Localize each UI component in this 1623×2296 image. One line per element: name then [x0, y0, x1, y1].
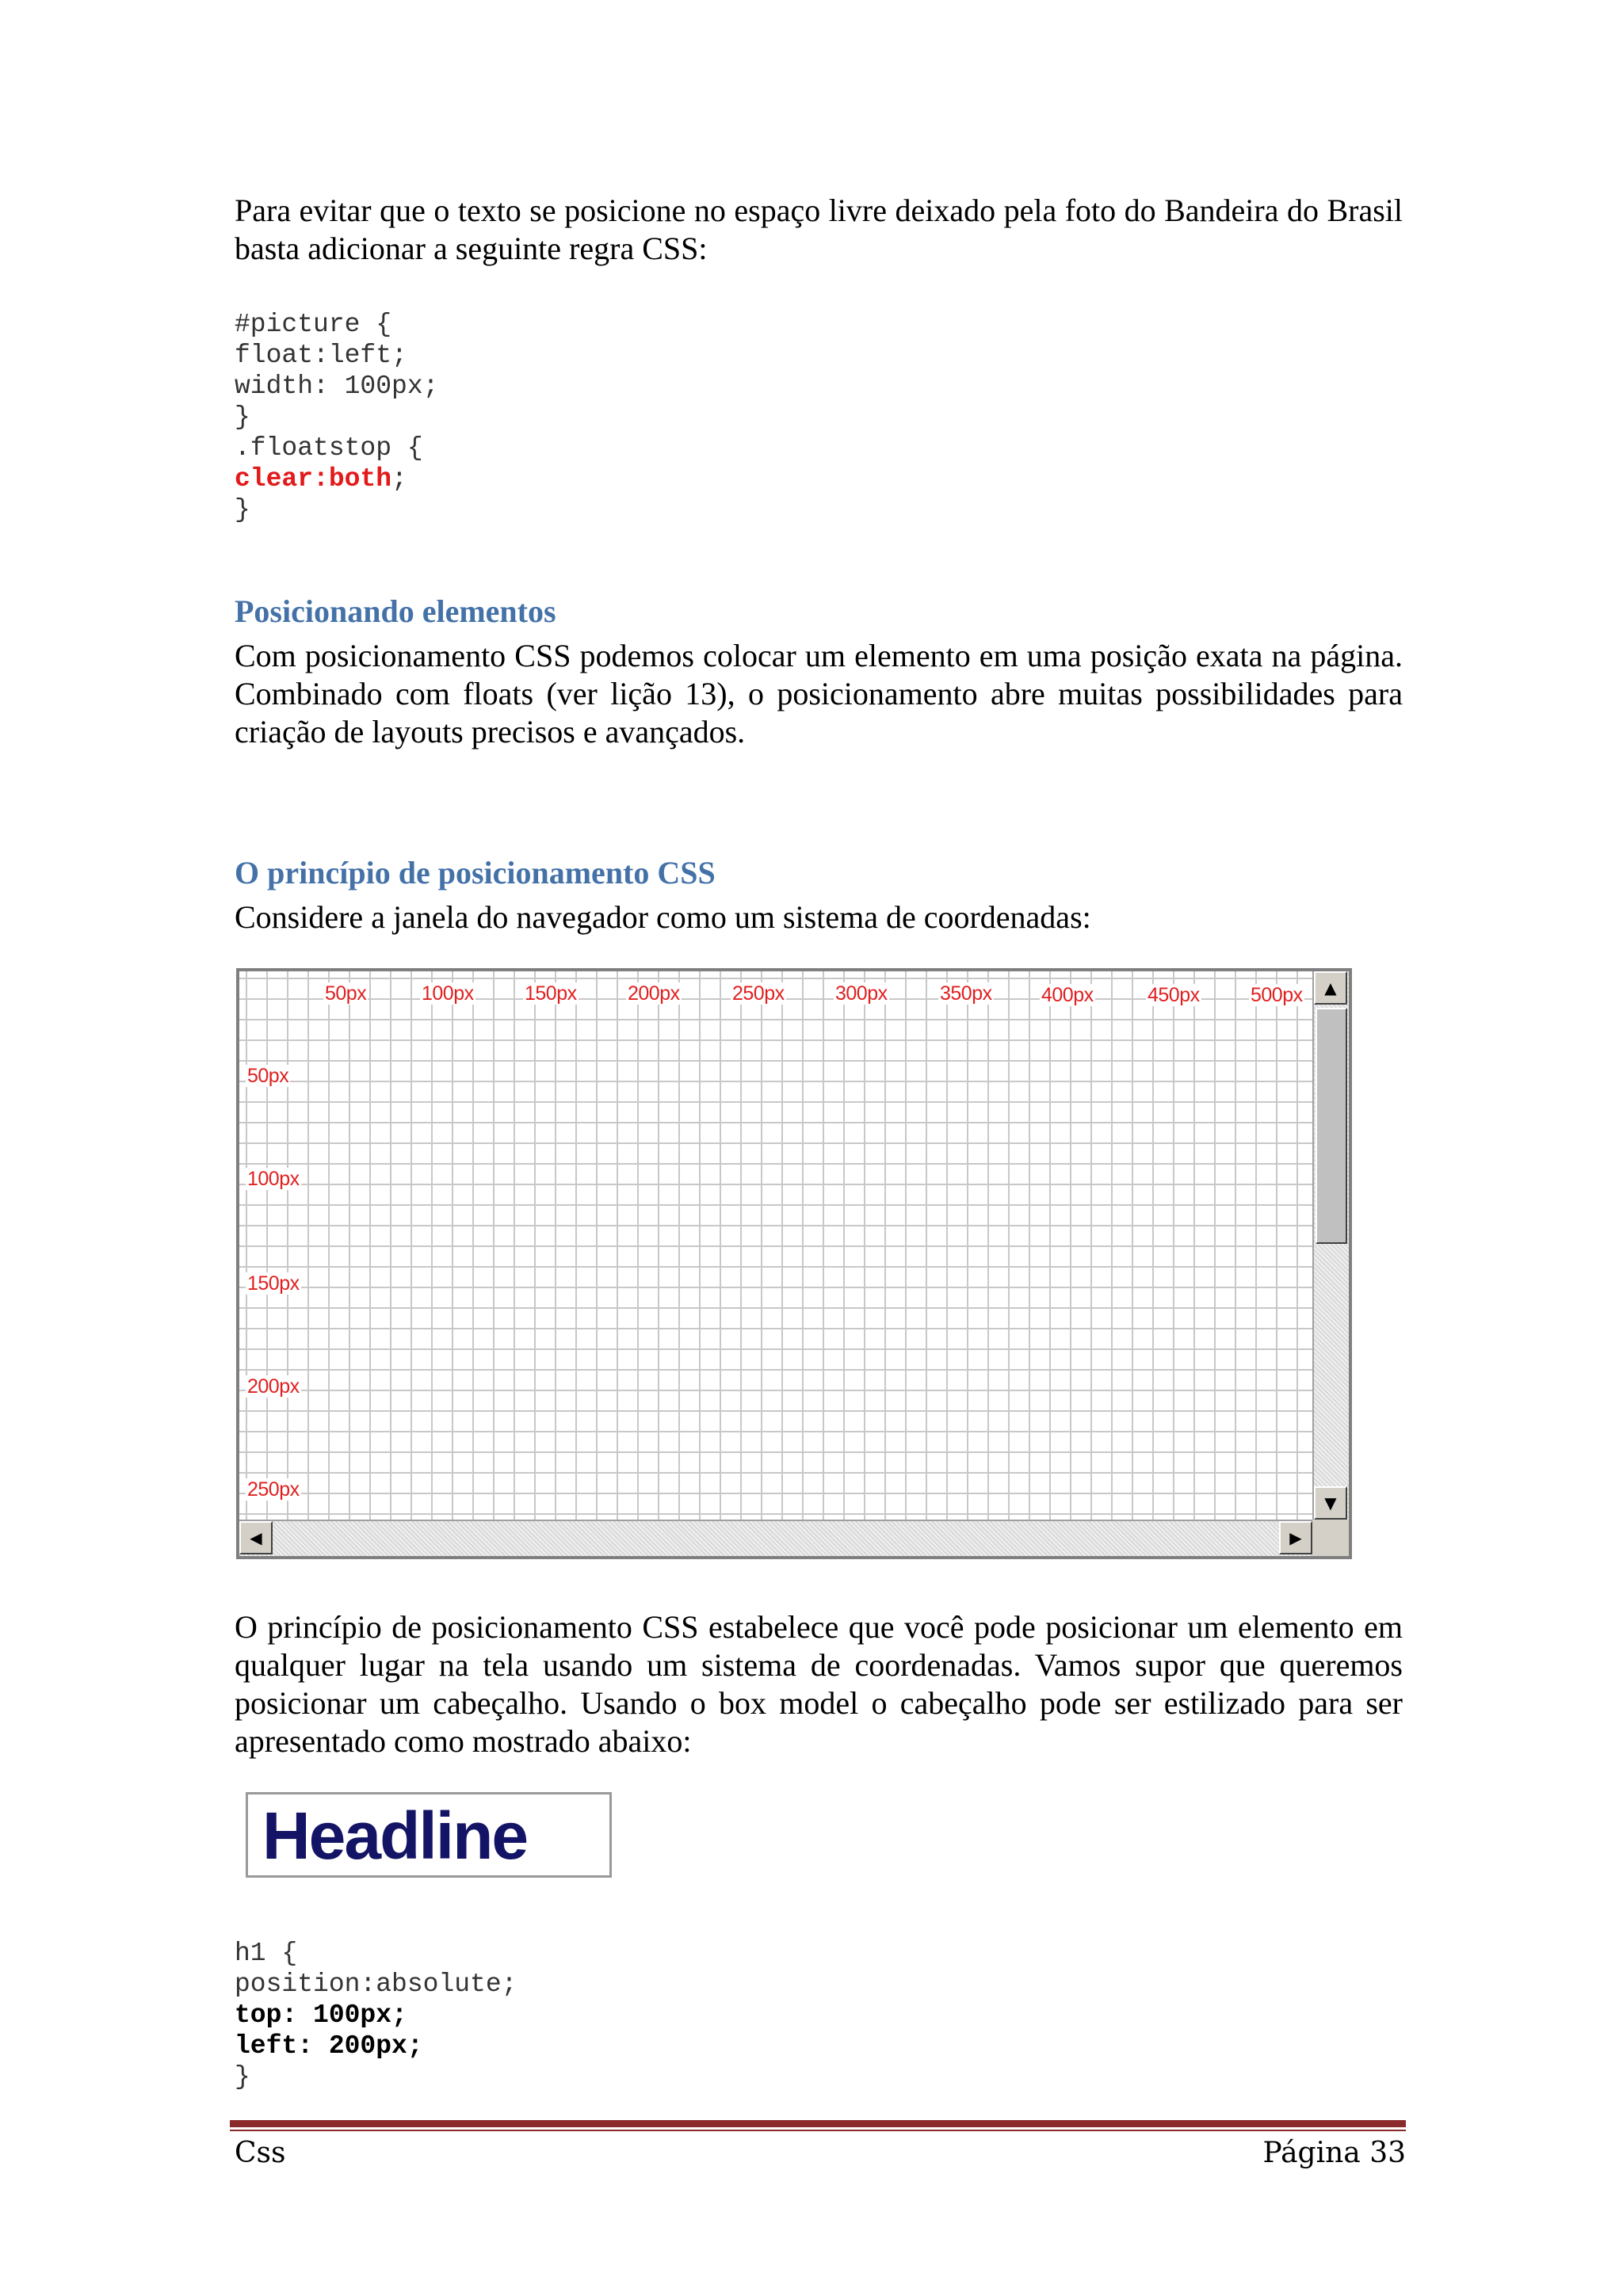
y-axis-label: 50px [247, 1065, 289, 1087]
section-paragraph-coordenadas: Considere a janela do navegador como um sistema de coordenadas: [235, 899, 1091, 935]
footer-rule-thin [230, 2130, 1406, 2131]
section-heading-posicionando: Posicionando elementos [235, 593, 556, 629]
section-paragraph-posicionando: Com posicionamento CSS podemos colocar um elemento em uma posição exata na página. Combinado com floats (ver lição 13), o posicionamento abre muitas possibilidades para criação de layouts precisos e avançados. [235, 638, 1403, 749]
headline-example-text: Headline [262, 1798, 528, 1873]
page-number: Página 33 [1262, 2137, 1406, 2169]
code-line: float:left; [235, 341, 407, 370]
x-axis-label: 500px [1251, 984, 1303, 1006]
scroll-up-icon[interactable]: ▲ [1314, 971, 1347, 1005]
vertical-scrollbar[interactable] [1312, 971, 1349, 1520]
code-line: #picture { [235, 310, 392, 339]
scroll-down-icon[interactable]: ▼ [1314, 1486, 1347, 1520]
x-axis-label: 300px [835, 982, 888, 1005]
footer-rule [230, 2120, 1406, 2127]
horizontal-scrollbar[interactable] [239, 1520, 1312, 1556]
code-line: } [235, 2062, 250, 2092]
x-axis-label: 50px [325, 982, 367, 1005]
code-line-left: left: 200px; [235, 2031, 423, 2061]
scroll-left-icon[interactable]: ◀ [239, 1521, 273, 1554]
clear-both-rule: clear:both [235, 464, 392, 494]
x-axis-label: 100px [422, 982, 474, 1005]
footer-left-text: Css [235, 2137, 286, 2169]
coordinate-grid-figure [236, 968, 1352, 1559]
code-line-top: top: 100px; [235, 2000, 407, 2030]
code-line: width: 100px; [235, 372, 439, 401]
scroll-right-icon[interactable]: ▶ [1279, 1521, 1312, 1554]
section-heading-principio: O princípio de posicionamento CSS [235, 855, 716, 891]
principle-paragraph: O princípio de posicionamento CSS estabelece que você pode posicionar um elemento em qualquer lugar na tela usando um sistema de coordenadas. Vamos supor que queremos posicionar um cabeçalho. Usando o box model o cabeçalho pode ser estilizado para ser apresentado como mostrado abaixo: [235, 1609, 1403, 1759]
code-line: } [235, 495, 250, 524]
code-block-picture [235, 309, 1403, 525]
code-line: position:absolute; [235, 1970, 517, 1999]
x-axis-label: 450px [1148, 984, 1200, 1006]
x-axis-label: 200px [628, 982, 680, 1005]
x-axis-label: 400px [1041, 984, 1094, 1006]
x-axis-label: 150px [525, 982, 577, 1005]
y-axis-label: 150px [247, 1272, 300, 1295]
x-axis-label: 350px [940, 982, 992, 1005]
code-block-h1 [235, 1938, 1403, 2092]
vertical-scroll-thumb[interactable] [1316, 1008, 1347, 1244]
y-axis-label: 100px [247, 1168, 300, 1190]
intro-paragraph: Para evitar que o texto se posicione no espaço livre deixado pela foto do Bandeira do Brasil basta adicionar a seguinte regra CSS: [235, 193, 1403, 266]
x-axis-label: 250px [732, 982, 785, 1005]
code-line: } [235, 402, 250, 432]
scrollbar-corner [1312, 1520, 1349, 1556]
coordinate-grid [239, 971, 1312, 1520]
headline-example-box [246, 1792, 612, 1878]
code-line: .floatstop { [235, 433, 423, 463]
y-axis-label: 250px [247, 1478, 300, 1501]
y-axis-label: 200px [247, 1375, 300, 1398]
code-line-highlight: clear:both; [235, 464, 407, 494]
code-line: h1 { [235, 1939, 298, 1968]
